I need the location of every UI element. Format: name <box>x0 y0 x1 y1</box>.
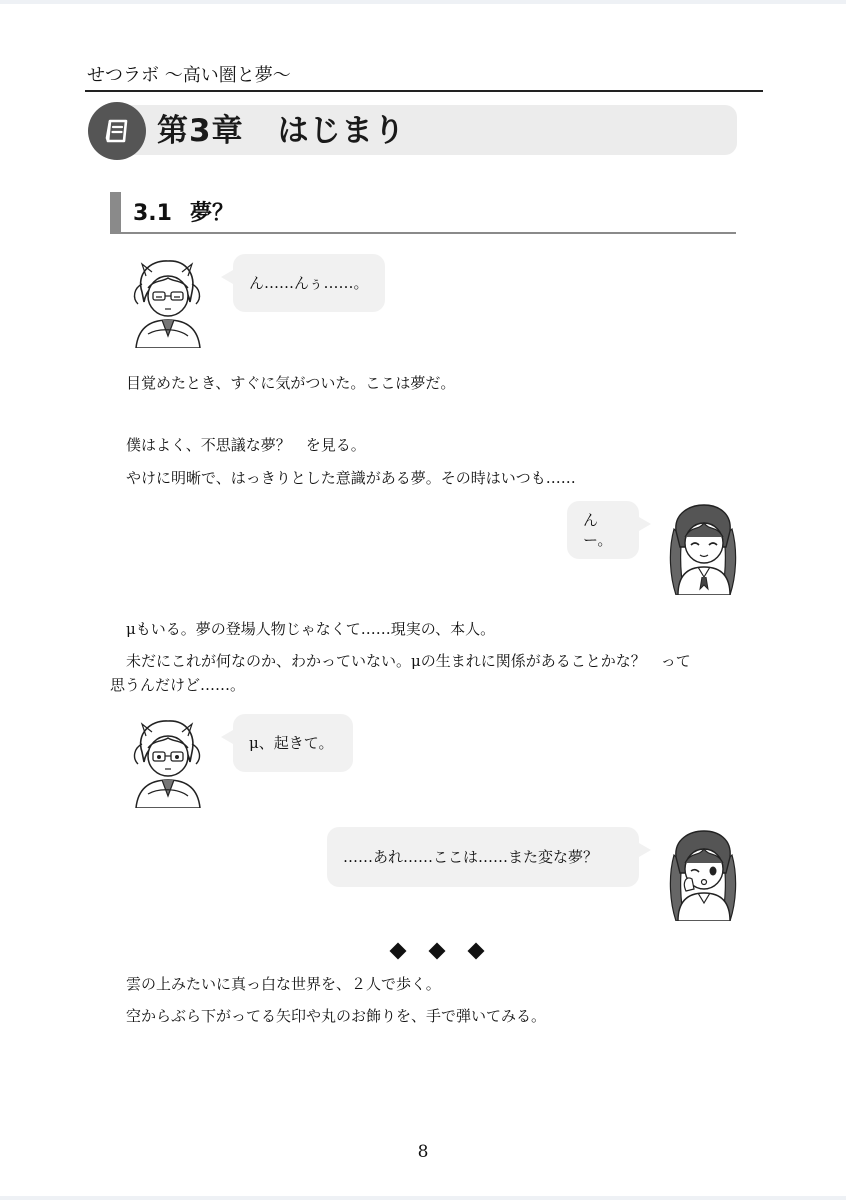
glasses-girl-avatar <box>128 254 206 348</box>
paragraph <box>110 435 742 489</box>
text-line: 空からぶら下がってる矢印や丸のお飾りを、手で弾いてみる。 <box>126 1007 547 1025</box>
chapter-title <box>157 109 406 153</box>
speech-text: μ、起きて。 <box>249 734 334 752</box>
chapter-icon-badge <box>88 102 146 160</box>
scene-separator <box>392 941 482 961</box>
twin-tail-girl-avatar <box>664 827 742 921</box>
book-icon <box>101 115 133 147</box>
text-line: 雲の上みたいに真っ白な世界を、２人で歩く。 <box>126 975 441 993</box>
speech-bubble <box>567 501 639 559</box>
text-line: μもいる。夢の登場人物じゃなくて……現実の、本人。 <box>126 620 496 638</box>
text-line: 未だにこれが何なのか、わかっていない。μの生まれに関係があることかな？ って <box>126 652 691 670</box>
twin-tail-girl-avatar <box>664 501 742 595</box>
diamond-icon <box>390 943 407 960</box>
speech-bubble <box>233 714 353 772</box>
text-line: やけに明晰で、はっきりとした意識がある夢。その時はいつも…… <box>126 469 576 487</box>
chapter-label: 第3章 <box>157 113 244 149</box>
diamond-icon <box>429 943 446 960</box>
section-name: 夢？ <box>189 201 234 226</box>
paragraph <box>110 373 742 394</box>
speech-text: ……あれ……ここは……また変な夢？ <box>343 848 599 866</box>
page-number: 8 <box>417 1142 429 1162</box>
diamond-icon <box>468 943 485 960</box>
running-header: せつラボ 〜高い圏と夢〜 <box>85 64 763 92</box>
text-line: 目覚めたとき、すぐに気がついた。ここは夢だ。 <box>126 374 456 392</box>
glasses-girl-avatar <box>128 714 206 808</box>
section-number: 3.1 <box>133 201 172 226</box>
speech-text: んー。 <box>583 511 613 549</box>
document-page <box>0 4 846 1196</box>
chapter-name: はじまり <box>277 113 406 149</box>
speech-bubble <box>327 827 639 887</box>
paragraph <box>110 974 742 1027</box>
section-title <box>133 196 234 232</box>
speech-text: ん……んぅ……。 <box>249 274 369 292</box>
text-line: 僕はよく、不思議な夢？ を見る。 <box>126 436 366 454</box>
paragraph <box>110 619 742 696</box>
text-line: 思うんだけど……。 <box>110 676 246 694</box>
speech-bubble <box>233 254 385 312</box>
